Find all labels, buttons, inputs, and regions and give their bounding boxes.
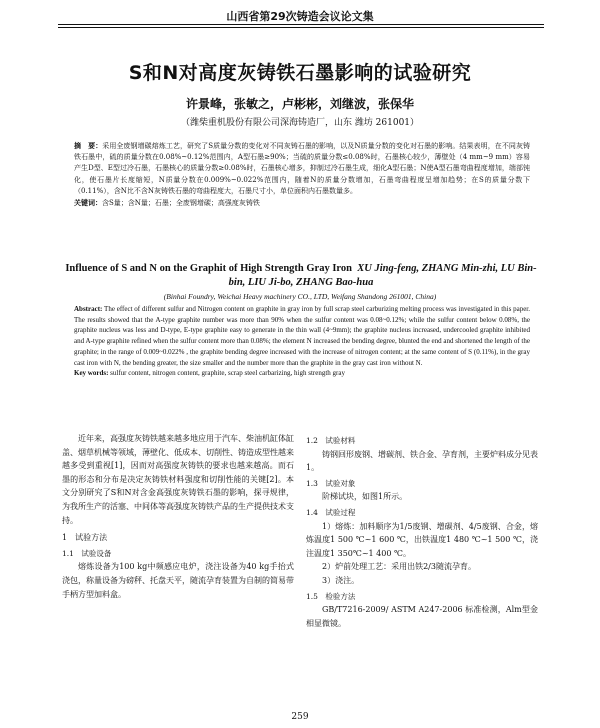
- section-1-5-heading: 1.5 检验方法: [306, 591, 356, 601]
- english-keywords-text: sulfur content, nitrogen content, graphite, scrap steel carbarizing, high strength gray: [110, 369, 345, 378]
- english-abstract-label: Abstract:: [74, 305, 103, 313]
- english-keywords-label: Key words:: [74, 369, 109, 378]
- english-authors: XU Jing-feng, ZHANG Min-zhi, LU Bin-bin, LIU Ji-bo, ZHANG Bao-hua: [228, 263, 537, 288]
- keywords-label: 关键词：: [74, 198, 102, 208]
- abstract-text: 采用全废钢增碳熔炼工艺，研究了S质量分数的变化对不同灰铸石墨的影响，以及N质量分数的变化对石墨的影响。结果表明，在不同灰铸铁石墨中，硫的质量分数在0.08%~0.12%范围内，A型石墨≥90%；当硫的质量分数≤0.08%时，石墨核心较少，薄壁处（4 mm~9 mm）容易产生D型、E型过冷石墨，石墨核心的质量分数≥0.08%时，石墨核心增多，抑制过冷石墨生成，细化A型石墨；N使A型石墨弯曲程度增加，端部钝化，使石墨片长度缩短，N质量分数在0.009%~0.022%范围内，随着N的质量分数增加，石墨弯曲程度呈增加趋势；在S的质量分数下（0.11%），含N比不含N灰铸铁石墨的弯曲程度大，石墨尺寸小，单位面积内石墨数量多。: [74, 142, 531, 195]
- section-1-2-text: 铸钢回形废钢、增碳剂、铁合金、孕育剂，主要炉料成分见表1。: [306, 449, 538, 473]
- english-abstract-text: The effect of different sulfur and Nitrogen content on graphite in gray iron by full scrap steel carburizing melting process was investigated in this paper. The results showed that the A-type graphite number was more than 90% when the sulfur content was 0.08~0.12%; while the sulfur content below 0.08%, the graphite nucleus was less and D-type, E-type graphite easy to generate in the thin wall (4~9mm); the graphite nucleus increased, undercooled graphite inhibited and A-type graphite refined when the sulfur content more than 0.08%; the element N increased the bending degree, blunted the end and shortened the length of the graphite; in the range of 0.009~0.022% , the graphite bending degree increased with the increase of nitrogen content; at the same content of S (0.11%), in the gray cast iron with N, the bending greater, the size smaller and the number more than the graphite in the gray cast iron without N.: [74, 305, 531, 367]
- section-1-heading: 1 试验方法: [62, 533, 108, 543]
- section-1-2-heading: 1.2 试验材料: [306, 436, 356, 445]
- page-number: 259: [291, 712, 309, 722]
- section-1-4-step-3: 3）浇注。: [322, 575, 360, 585]
- article-authors: 许景峰，张敏之，卢彬彬，刘继波，张保华: [185, 97, 414, 111]
- english-title: Influence of S and N on the Graphit of High Strength Gray Iron: [65, 263, 352, 274]
- body-left-column: [62, 432, 294, 601]
- body-right-column: [306, 432, 538, 630]
- keywords-text: 含S量；含N量；石墨；全废钢增碳；高强度灰铸铁: [102, 199, 260, 208]
- article-title: S和N对高度灰铸铁石墨影响的试验研究: [128, 62, 472, 84]
- header-rule-thin: [58, 27, 544, 28]
- section-1-3-text: 阶梯试块，如图1所示。: [322, 492, 408, 502]
- section-1-5-text: GB/T7216-2009/ ASTM A247-2006 标准检测，Alm型金相显微镜。: [306, 605, 538, 628]
- section-1-4-step-1: 1）熔炼：加料顺序为1/5废钢、增碳剂、4/5废钢、合金，熔炼温度1 500 ℃~1 600 ℃，出铁温度1 480 ℃~1 500 ℃，浇注温度1 350℃~1 400 ℃。: [306, 521, 538, 558]
- section-1-1-heading: 1.1 试验设备: [62, 548, 112, 558]
- english-abstract: [74, 304, 530, 379]
- english-title-block: [58, 262, 544, 290]
- header-rule-thick: [58, 24, 544, 25]
- chinese-abstract: [74, 140, 530, 209]
- english-affiliation: (Binhai Foundry, Weichai Heavy machinery CO., LTD, Weifang Shandong 261001, China): [163, 292, 437, 301]
- article-affiliation: （潍柴重机股份有限公司深海铸造厂，山东 潍坊 261001）: [180, 118, 420, 128]
- section-1-4-step-2: 2）炉前处理工艺：采用出铁2/3随流孕育。: [322, 562, 476, 572]
- abstract-label: 摘 要：: [74, 141, 103, 150]
- intro-paragraph: 近年来，高强度灰铸铁越来越多地应用于汽车、柴油机缸体缸盖、烟草机械等领域，薄壁化、低成本、切削性、铸造成型性越来越多受到重视[1]，因而对高强度灰铸铁的要求也越来越高。而石墨的形态和分布是决定灰铸铁材料强度和切削性能的关键[2]。本文分别研究了S和N对含金高强度灰铸铁石墨的影响，探寻规律，为我所生产的活塞、中间体等高强度灰铸铁产品的生产提供技术支持。: [62, 434, 294, 525]
- section-1-4-heading: 1.4 试验过程: [306, 507, 356, 517]
- running-header: 山西省第29次铸造会议论文集: [226, 10, 374, 23]
- section-1-1-text: 熔炼设备为100 kg中频感应电炉，浇注设备为40 kg手抬式浇包，称量设备为磅秤、托盘天平，随流孕育装置为自制的简易带手柄方型加料盒。: [62, 562, 294, 599]
- section-1-3-heading: 1.3 试验对象: [306, 478, 356, 488]
